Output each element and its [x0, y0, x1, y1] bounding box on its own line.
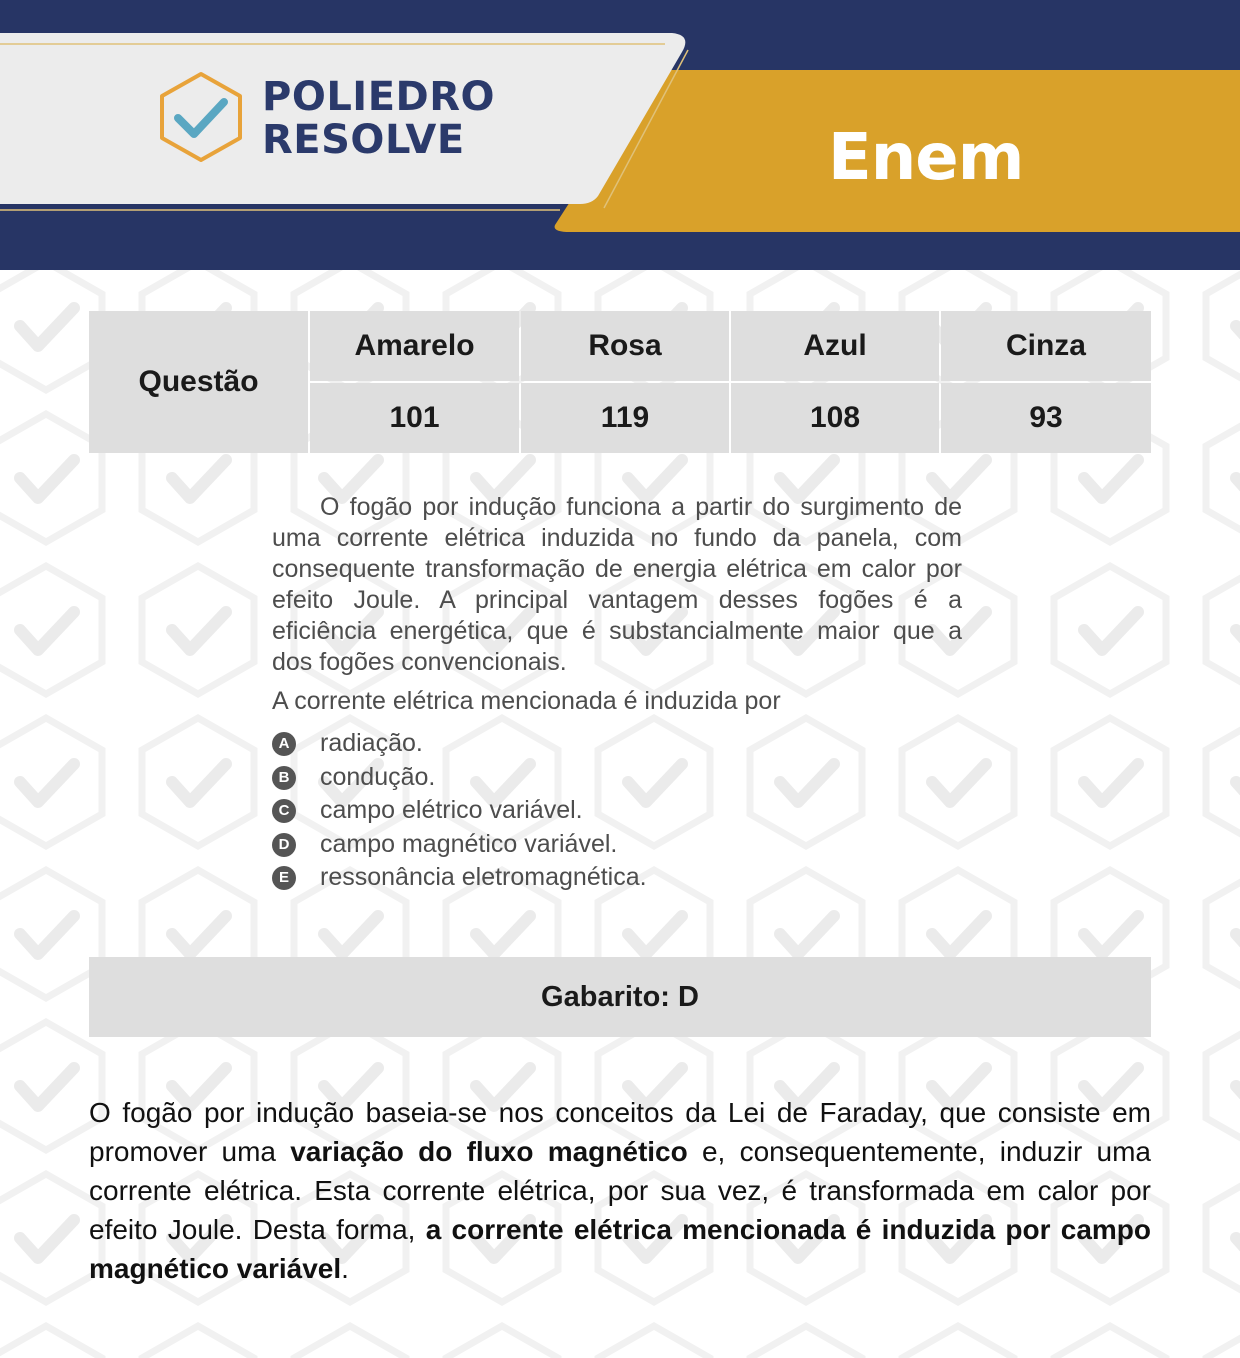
option-letter-badge: D [272, 833, 296, 857]
table-row-label: Questão [89, 311, 308, 453]
column-header-cinza: Cinza [941, 311, 1151, 381]
statement-text: O fogão por indução funciona a partir do surgimento de uma corrente elétrica induzida no fundo da panela, com consequente transformação de energia elétrica em calor por efeito Joule. A principal vantagem desses fogões é a eficiência energética, que é substancialmente maior que a dos fogões convencionais. [272, 493, 962, 676]
answer-key-bar [89, 957, 1151, 1037]
header-banner [0, 0, 1240, 270]
brand-line-1: POLIEDRO [262, 74, 496, 120]
option-text: ressonância eletromagnética. [320, 863, 647, 891]
option-text: campo magnético variável. [320, 829, 618, 858]
question-prompt: A corrente elétrica mencionada é induzida por [272, 687, 781, 715]
column-header-amarelo: Amarelo [310, 311, 519, 381]
answer-options [272, 727, 962, 895]
option-c [272, 794, 962, 828]
question-number-table [89, 311, 1151, 453]
explanation-highlight-1: variação do fluxo magnético [290, 1136, 688, 1167]
exam-title: Enem [828, 121, 1024, 195]
explanation-paragraph [89, 1093, 1151, 1288]
brand-logotype [262, 76, 495, 162]
explanation-text-3: . [341, 1253, 349, 1284]
option-text: campo elétrico variável. [320, 796, 583, 824]
option-b [272, 761, 962, 795]
answer-key-text: Gabarito: D [541, 980, 699, 1013]
option-d [272, 828, 962, 862]
explanation-text-2: e, consequentemente, induzir uma corrente elétrica. Esta corrente elétrica, por sua vez, é transformada em calor por efeito Joule. Desta forma, [89, 1136, 1151, 1245]
option-letter-badge: A [272, 732, 296, 756]
explanation-highlight-2: a corrente elétrica mencionada é induzida por campo magnético variável [89, 1214, 1152, 1284]
question-number-rosa: 119 [521, 383, 729, 453]
option-e [272, 861, 962, 895]
option-letter-badge: E [272, 866, 296, 890]
question-number-azul: 108 [731, 383, 939, 453]
question-statement [272, 492, 962, 678]
brand-line-2: RESOLVE [262, 117, 465, 163]
option-text: radiação. [320, 729, 423, 757]
question-number-amarelo: 101 [310, 383, 519, 453]
option-text: condução. [320, 762, 436, 791]
column-header-azul: Azul [731, 311, 939, 381]
checkmark-hexagon-icon [156, 70, 246, 164]
option-a [272, 727, 962, 761]
option-letter-badge: B [272, 766, 296, 790]
option-letter-badge: C [272, 799, 296, 823]
explanation-text-1: O fogão por indução baseia-se nos conceitos da Lei de Faraday, que consiste em promover uma [89, 1097, 1151, 1167]
question-number-cinza: 93 [941, 383, 1151, 453]
question-excerpt [272, 492, 962, 895]
column-header-rosa: Rosa [521, 311, 729, 381]
